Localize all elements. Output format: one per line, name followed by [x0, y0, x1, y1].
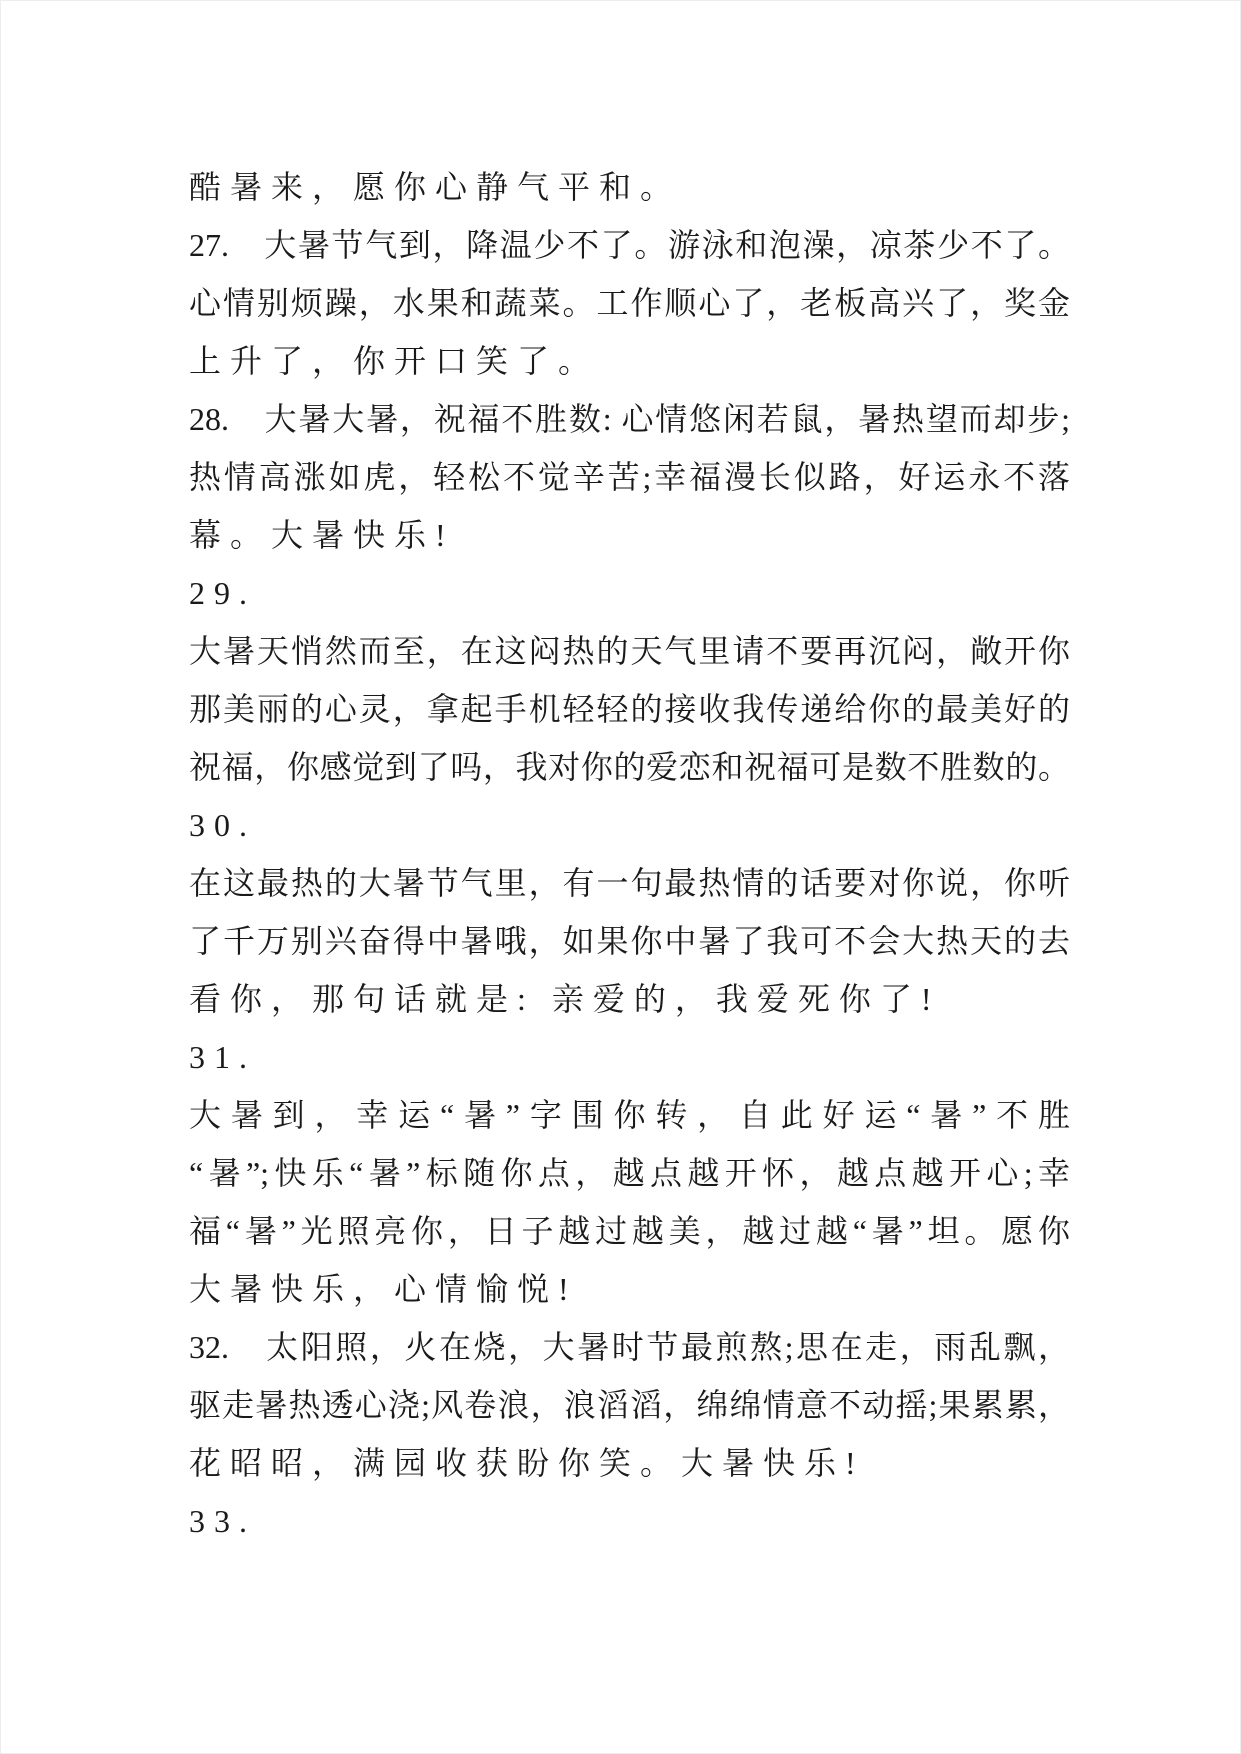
document-body: [189, 158, 1070, 1550]
text-line: 那美丽的心灵，拿起手机轻轻的接收我传递给你的最美好的: [189, 691, 1070, 727]
text-line: 幕。大暑快乐!: [189, 517, 455, 553]
text-line: 31.: [189, 1039, 256, 1075]
text-line: 在这最热的大暑节气里，有一句最热情的话要对你说，你听: [189, 865, 1070, 901]
paragraph-33-number: [189, 1492, 1070, 1550]
paragraph-31-body: [189, 1086, 1070, 1318]
text-line: 福“暑”光照亮你，日子越过越美，越过越“暑”坦。愿你: [189, 1213, 1070, 1249]
text-line: 热情高涨如虎，轻松不觉辛苦;幸福漫长似路，好运永不落: [189, 459, 1070, 495]
paragraph-32: [189, 1318, 1070, 1492]
paragraph-31-number: [189, 1028, 1070, 1086]
text-line: 驱走暑热透心浇;风卷浪，浪滔滔，绵绵情意不动摇;果累累，: [189, 1387, 1070, 1423]
text-line: 29.: [189, 575, 256, 611]
text-line: 28. 大暑大暑，祝福不胜数: 心情悠闲若鼠，暑热望而却步;: [189, 401, 1070, 437]
text-line: 32. 太阳照，火在烧，大暑时节最煎熬;思在走，雨乱飘，: [189, 1329, 1070, 1365]
paragraph-27: [189, 216, 1070, 390]
text-line: 花昭昭，满园收获盼你笑。大暑快乐!: [189, 1445, 865, 1481]
text-line: “暑”;快乐“暑”标随你点，越点越开怀，越点越开心;幸: [189, 1155, 1070, 1191]
text-line: 看你，那句话就是: 亲爱的，我爱死你了!: [189, 981, 941, 1017]
text-line: 27. 大暑节气到，降温少不了。游泳和泡澡，凉茶少不了。: [189, 227, 1070, 263]
text-line: 大暑快乐，心情愉悦!: [189, 1271, 578, 1307]
text-line: 大暑天悄然而至，在这闷热的天气里请不要再沉闷，敞开你: [189, 633, 1070, 669]
paragraph-26-continuation: [189, 158, 1070, 216]
text-line: 酷暑来，愿你心静气平和。: [189, 169, 682, 205]
text-line: 大暑到，幸运“暑”字围你转，自此好运“暑”不胜: [189, 1097, 1070, 1133]
paragraph-28: [189, 390, 1070, 564]
text-line: 上升了，你开口笑了。: [189, 343, 600, 379]
text-line: 祝福，你感觉到了吗，我对你的爱恋和祝福可是数不胜数的。: [189, 749, 1070, 785]
paragraph-30-number: [189, 796, 1070, 854]
paragraph-29-number: [189, 564, 1070, 622]
text-line: 心情别烦躁，水果和蔬菜。工作顺心了，老板高兴了，奖金: [189, 285, 1070, 321]
text-line: 33.: [189, 1503, 256, 1539]
text-line: 30.: [189, 807, 256, 843]
paragraph-30-body: [189, 854, 1070, 1028]
paragraph-29-body: [189, 622, 1070, 796]
text-line: 了千万别兴奋得中暑哦，如果你中暑了我可不会大热天的去: [189, 923, 1070, 959]
